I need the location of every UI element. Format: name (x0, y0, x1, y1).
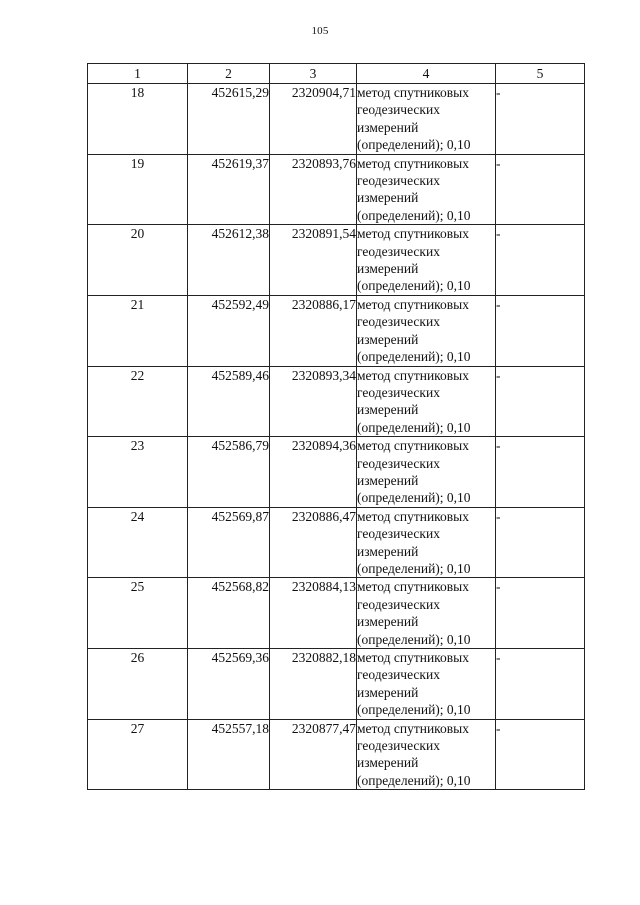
coordinate-x: 452612,38 (188, 225, 270, 296)
note-cell: - (496, 507, 585, 578)
note-cell: - (496, 719, 585, 790)
table-row (88, 84, 585, 155)
coordinate-y: 2320894,36 (270, 437, 357, 508)
coordinate-x: 452615,29 (188, 84, 270, 155)
measurement-method: метод спутниковых геодезических измерений (определений); 0,10 (357, 578, 496, 649)
measurement-method: метод спутниковых геодезических измерений (определений); 0,10 (357, 437, 496, 508)
coordinate-x: 452592,49 (188, 295, 270, 366)
point-number: 23 (88, 437, 188, 508)
coordinates-table (87, 63, 585, 790)
note-cell: - (496, 84, 585, 155)
note-cell: - (496, 649, 585, 720)
coordinate-x: 452557,18 (188, 719, 270, 790)
point-number: 24 (88, 507, 188, 578)
measurement-method: метод спутниковых геодезических измерений (определений); 0,10 (357, 366, 496, 437)
note-cell: - (496, 578, 585, 649)
coordinate-y: 2320886,17 (270, 295, 357, 366)
point-number: 25 (88, 578, 188, 649)
note-cell: - (496, 437, 585, 508)
coordinate-x: 452589,46 (188, 366, 270, 437)
point-number: 20 (88, 225, 188, 296)
coordinate-y: 2320884,13 (270, 578, 357, 649)
coordinate-y: 2320882,18 (270, 649, 357, 720)
coordinate-y: 2320893,76 (270, 154, 357, 225)
table-row (88, 649, 585, 720)
table-row (88, 154, 585, 225)
table-header (88, 64, 585, 84)
coordinate-y: 2320904,71 (270, 84, 357, 155)
measurement-method: метод спутниковых геодезических измерений (определений); 0,10 (357, 719, 496, 790)
coordinate-y: 2320886,47 (270, 507, 357, 578)
measurement-method: метод спутниковых геодезических измерений (определений); 0,10 (357, 84, 496, 155)
point-number: 22 (88, 366, 188, 437)
table-row (88, 719, 585, 790)
table-row (88, 507, 585, 578)
table-row (88, 225, 585, 296)
measurement-method: метод спутниковых геодезических измерений (определений); 0,10 (357, 295, 496, 366)
header-col-2: 2 (188, 64, 270, 84)
coordinate-x: 452569,36 (188, 649, 270, 720)
note-cell: - (496, 366, 585, 437)
point-number: 26 (88, 649, 188, 720)
coordinate-x: 452568,82 (188, 578, 270, 649)
note-cell: - (496, 295, 585, 366)
point-number: 18 (88, 84, 188, 155)
table-row (88, 295, 585, 366)
note-cell: - (496, 154, 585, 225)
coordinate-y: 2320893,34 (270, 366, 357, 437)
header-col-4: 4 (357, 64, 496, 84)
table-row (88, 366, 585, 437)
point-number: 21 (88, 295, 188, 366)
coordinate-y: 2320891,54 (270, 225, 357, 296)
header-col-3: 3 (270, 64, 357, 84)
coordinate-y: 2320877,47 (270, 719, 357, 790)
measurement-method: метод спутниковых геодезических измерений (определений); 0,10 (357, 154, 496, 225)
header-col-5: 5 (496, 64, 585, 84)
point-number: 27 (88, 719, 188, 790)
page-number: 105 (311, 25, 329, 37)
point-number: 19 (88, 154, 188, 225)
measurement-method: метод спутниковых геодезических измерений (определений); 0,10 (357, 225, 496, 296)
measurement-method: метод спутниковых геодезических измерений (определений); 0,10 (357, 507, 496, 578)
header-col-1: 1 (88, 64, 188, 84)
coordinate-x: 452586,79 (188, 437, 270, 508)
table-row (88, 437, 585, 508)
coordinate-x: 452569,87 (188, 507, 270, 578)
note-cell: - (496, 225, 585, 296)
header-row (88, 64, 585, 84)
coordinate-x: 452619,37 (188, 154, 270, 225)
table-body (88, 84, 585, 790)
table-row (88, 578, 585, 649)
measurement-method: метод спутниковых геодезических измерений (определений); 0,10 (357, 649, 496, 720)
